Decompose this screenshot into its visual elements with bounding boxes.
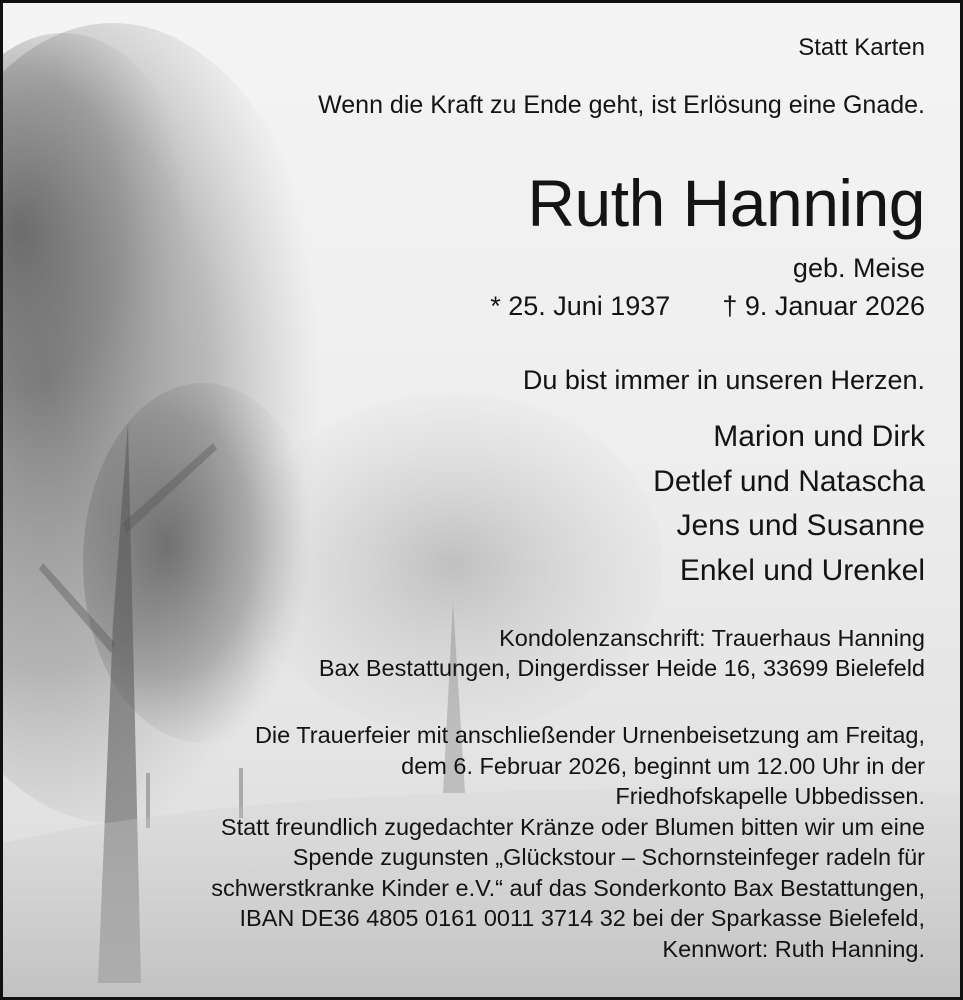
info-line: Statt freundlich zugedachter Kränze oder Blumen bitten wir um eine bbox=[220, 813, 925, 840]
deceased-name: Ruth Hanning bbox=[527, 166, 925, 240]
info-line: Kennwort: Ruth Hanning. bbox=[662, 935, 925, 962]
mourner-entry: Jens und Susanne bbox=[676, 509, 925, 542]
maiden-name: geb. Meise bbox=[792, 253, 925, 283]
funeral-info bbox=[211, 720, 925, 964]
header-statt-karten: Statt Karten bbox=[798, 34, 925, 61]
address-line: Bax Bestattungen, Dingerdisser Heide 16, 33699 Bielefeld bbox=[318, 655, 925, 681]
life-dates bbox=[490, 291, 925, 322]
info-line: Die Trauerfeier mit anschließender Urnenbeisetzung am Freitag, bbox=[254, 722, 925, 748]
motto-line: Wenn die Kraft zu Ende geht, ist Erlösung eine Gnade. bbox=[318, 91, 925, 119]
info-line: Friedhofskapelle Ubbedissen. bbox=[615, 783, 925, 809]
condolence-address bbox=[319, 623, 925, 683]
death-date: † 9. Januar 2026 bbox=[722, 291, 925, 321]
dedication-line: Du bist immer in unseren Herzen. bbox=[522, 365, 925, 395]
info-line: Spende zugunsten „Glückstour – Schornsteinfeger radeln für bbox=[292, 844, 925, 870]
info-line: dem 6. Februar 2026, beginnt um 12.00 Uhr in der bbox=[401, 752, 925, 779]
birth-date: * 25. Juni 1937 bbox=[490, 291, 671, 321]
info-line: IBAN DE36 4805 0161 0011 3714 32 bei der Sparkasse Bielefeld, bbox=[239, 905, 925, 931]
address-line: Kondolenzanschrift: Trauerhaus Hanning bbox=[499, 625, 925, 651]
mourner-entry: Marion und Dirk bbox=[713, 420, 925, 453]
info-line: schwerstkranke Kinder e.V.“ auf das Sonderkonto Bax Bestattungen, bbox=[211, 874, 925, 901]
mourners-list bbox=[653, 415, 925, 593]
mourner-entry: Detlef und Natascha bbox=[653, 464, 925, 498]
mourner-entry: Enkel und Urenkel bbox=[679, 553, 925, 587]
